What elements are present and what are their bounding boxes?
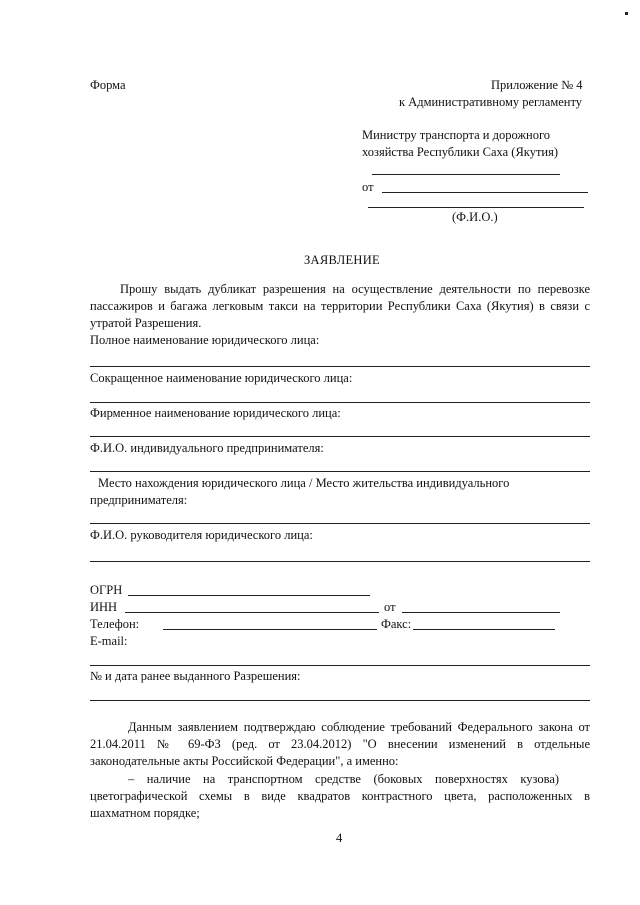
bullet-line2: цветографической схемы в виде квадратов контрастного цвета, расположенных в [90, 789, 590, 803]
location-label-line1: Место нахождения юридического лица / Место жительства индивидуального [98, 476, 510, 490]
email-label: E-mail: [90, 634, 128, 648]
location-line [90, 523, 590, 524]
phone-label: Телефон: [90, 617, 140, 631]
brand-name-label: Фирменное наименование юридического лица: [90, 406, 341, 420]
from-label: от [362, 180, 374, 194]
addressee-blank-line [372, 174, 560, 175]
inn-label: ИНН [90, 600, 118, 614]
full-name-line [90, 366, 590, 367]
inn-from-label: от [384, 600, 396, 614]
form-label: Форма [90, 78, 126, 92]
scan-mark [625, 12, 628, 15]
bullet-line1: – наличие на транспортном средстве (боковых поверхностях кузова) [128, 772, 560, 786]
intro-line1: Прошу выдать дубликат разрешения на осуществление деятельности по перевозке [120, 282, 590, 296]
inn-date-line [402, 612, 560, 613]
ogrn-line [128, 595, 370, 596]
fio-blank-line [368, 207, 584, 208]
intro-line2: пассажиров и багажа легковым такси на территории Республики Саха (Якутия) в связи с [90, 299, 590, 313]
addressee-line2: хозяйства Республики Саха (Якутия) [362, 145, 559, 159]
document-title: ЗАЯВЛЕНИЕ [304, 253, 380, 267]
ip-fio-line [90, 471, 590, 472]
from-blank-line [382, 192, 588, 193]
addressee-line1: Министру транспорта и дорожного [362, 128, 551, 142]
bullet-line3: шахматном порядке; [90, 806, 200, 820]
fax-label: Факс: [381, 617, 412, 631]
confirmation-line3: законодательные акты Российской Федерации", а именно: [90, 754, 399, 768]
short-name-label: Сокращенное наименование юридического лица: [90, 371, 353, 385]
appendix-title: Приложение № 4 [491, 78, 583, 92]
previous-permit-label: № и дата ранее выданного Разрешения: [90, 669, 301, 683]
full-name-label: Полное наименование юридического лица: [90, 333, 320, 347]
location-label-line2: предпринимателя: [90, 493, 188, 507]
ogrn-label: ОГРН [90, 583, 123, 597]
fio-caption: (Ф.И.О.) [452, 210, 498, 224]
head-fio-label: Ф.И.О. руководителя юридического лица: [90, 528, 313, 542]
phone-line [163, 629, 377, 630]
confirmation-line2: 21.04.2011 № 69-ФЗ (ред. от 23.04.2012) "О внесении изменений в отдельные [90, 737, 590, 751]
previous-permit-line [90, 700, 590, 701]
confirmation-line1: Данным заявлением подтверждаю соблюдение требований Федерального закона от [128, 720, 590, 734]
appendix-subtitle: к Административному регламенту [399, 95, 583, 109]
brand-name-line [90, 436, 590, 437]
head-fio-line [90, 561, 590, 562]
ip-fio-label: Ф.И.О. индивидуального предпринимателя: [90, 441, 324, 455]
email-line [90, 665, 590, 666]
short-name-line [90, 402, 590, 403]
intro-line3: утратой Разрешения. [90, 316, 202, 330]
page-number: 4 [336, 831, 343, 845]
fax-line [413, 629, 555, 630]
inn-line [125, 612, 379, 613]
